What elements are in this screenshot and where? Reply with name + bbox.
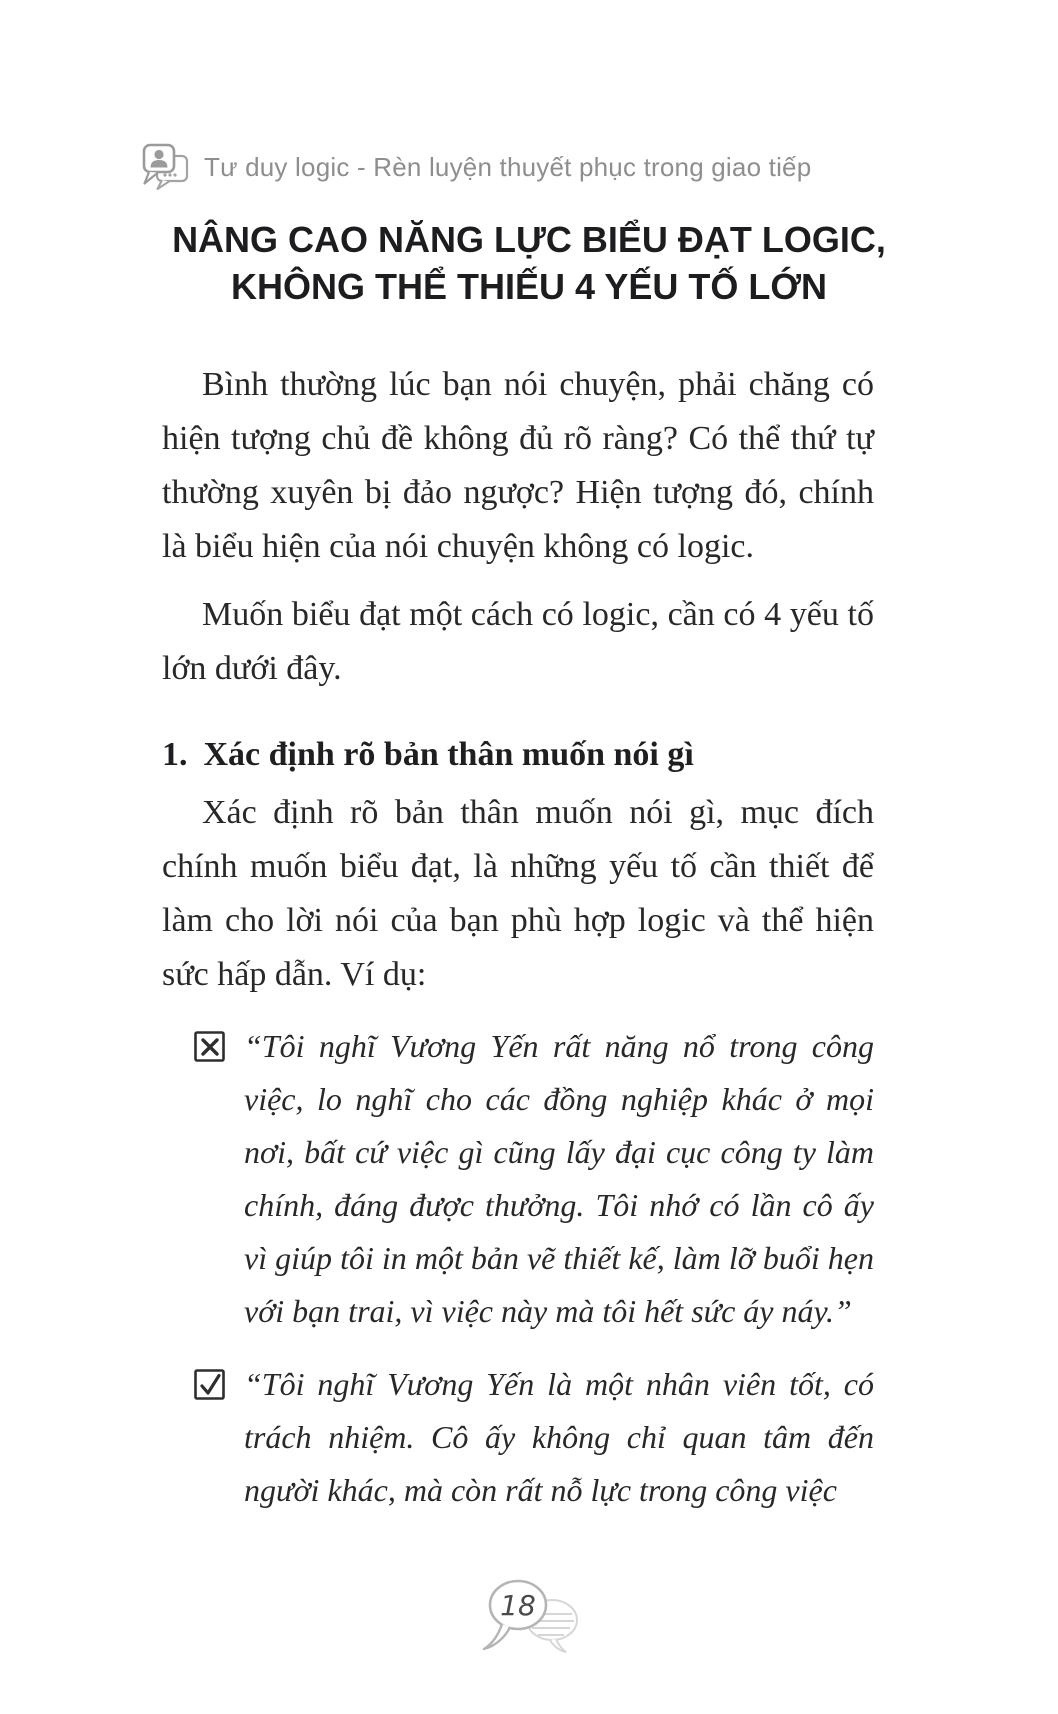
page-body [162, 358, 874, 1517]
example-item-bad [192, 1020, 874, 1338]
page-footer [468, 1576, 588, 1672]
example-item-good [192, 1358, 874, 1517]
example-quote-bad: “Tôi nghĩ Vương Yến rất năng nổ trong công việc, lo nghĩ cho các đồng nghiệp khác ở mọi nơi, bất cứ việc gì cũng lấy đại cục công ty làm chính, đáng được thưởng. Tôi nhớ có lần cô ấy vì giúp tôi in một bản vẽ thiết kế, làm lỡ buổi hẹn với bạn trai, vì việc này mà tôi hết sức áy náy.” [244, 1028, 874, 1329]
example-list [162, 1020, 874, 1517]
intro-paragraph-2: Muốn biểu đạt một cách có logic, cần có 4 yếu tố lớn dưới đây. [162, 596, 874, 687]
running-header [136, 142, 1058, 192]
section-1-heading-text: Xác định rõ bản thân muốn nói gì [203, 736, 694, 773]
chat-bubbles-person-icon [136, 142, 192, 192]
page-number: 18 [500, 1589, 536, 1622]
chapter-title [162, 216, 896, 310]
intro-paragraph-1: Bình thường lúc bạn nói chuyện, phải chăng có hiện tượng chủ đề không đủ rõ ràng? Có thể thứ tự thường xuyên bị đảo ngược? Hiện tượng đó, chính là biểu hiện của nói chuyện không có logic. [162, 366, 874, 565]
running-header-title: Tư duy logic - Rèn luyện thuyết phục trong giao tiếp [204, 151, 812, 182]
section-1-number: 1. [162, 736, 188, 773]
chapter-title-line1: NÂNG CAO NĂNG LỰC BIỂU ĐẠT LOGIC, [172, 219, 886, 260]
section-1-heading [162, 730, 874, 780]
chapter-title-line2: KHÔNG THỂ THIẾU 4 YẾU TỐ LỚN [230, 266, 828, 307]
example-quote-good: “Tôi nghĩ Vương Yến là một nhân viên tốt, có trách nhiệm. Cô ấy không chỉ quan tâm đến người khác, mà còn rất nỗ lực trong công việc [244, 1366, 874, 1508]
section-1-paragraph: Xác định rõ bản thân muốn nói gì, mục đích chính muốn biểu đạt, là những yếu tố cần thiết để làm cho lời nói của bạn phù hợp logic và thể hiện sức hấp dẫn. Ví dụ: [162, 794, 874, 993]
checkbox-checked-icon [192, 1367, 228, 1403]
checkbox-crossed-icon [192, 1029, 228, 1065]
